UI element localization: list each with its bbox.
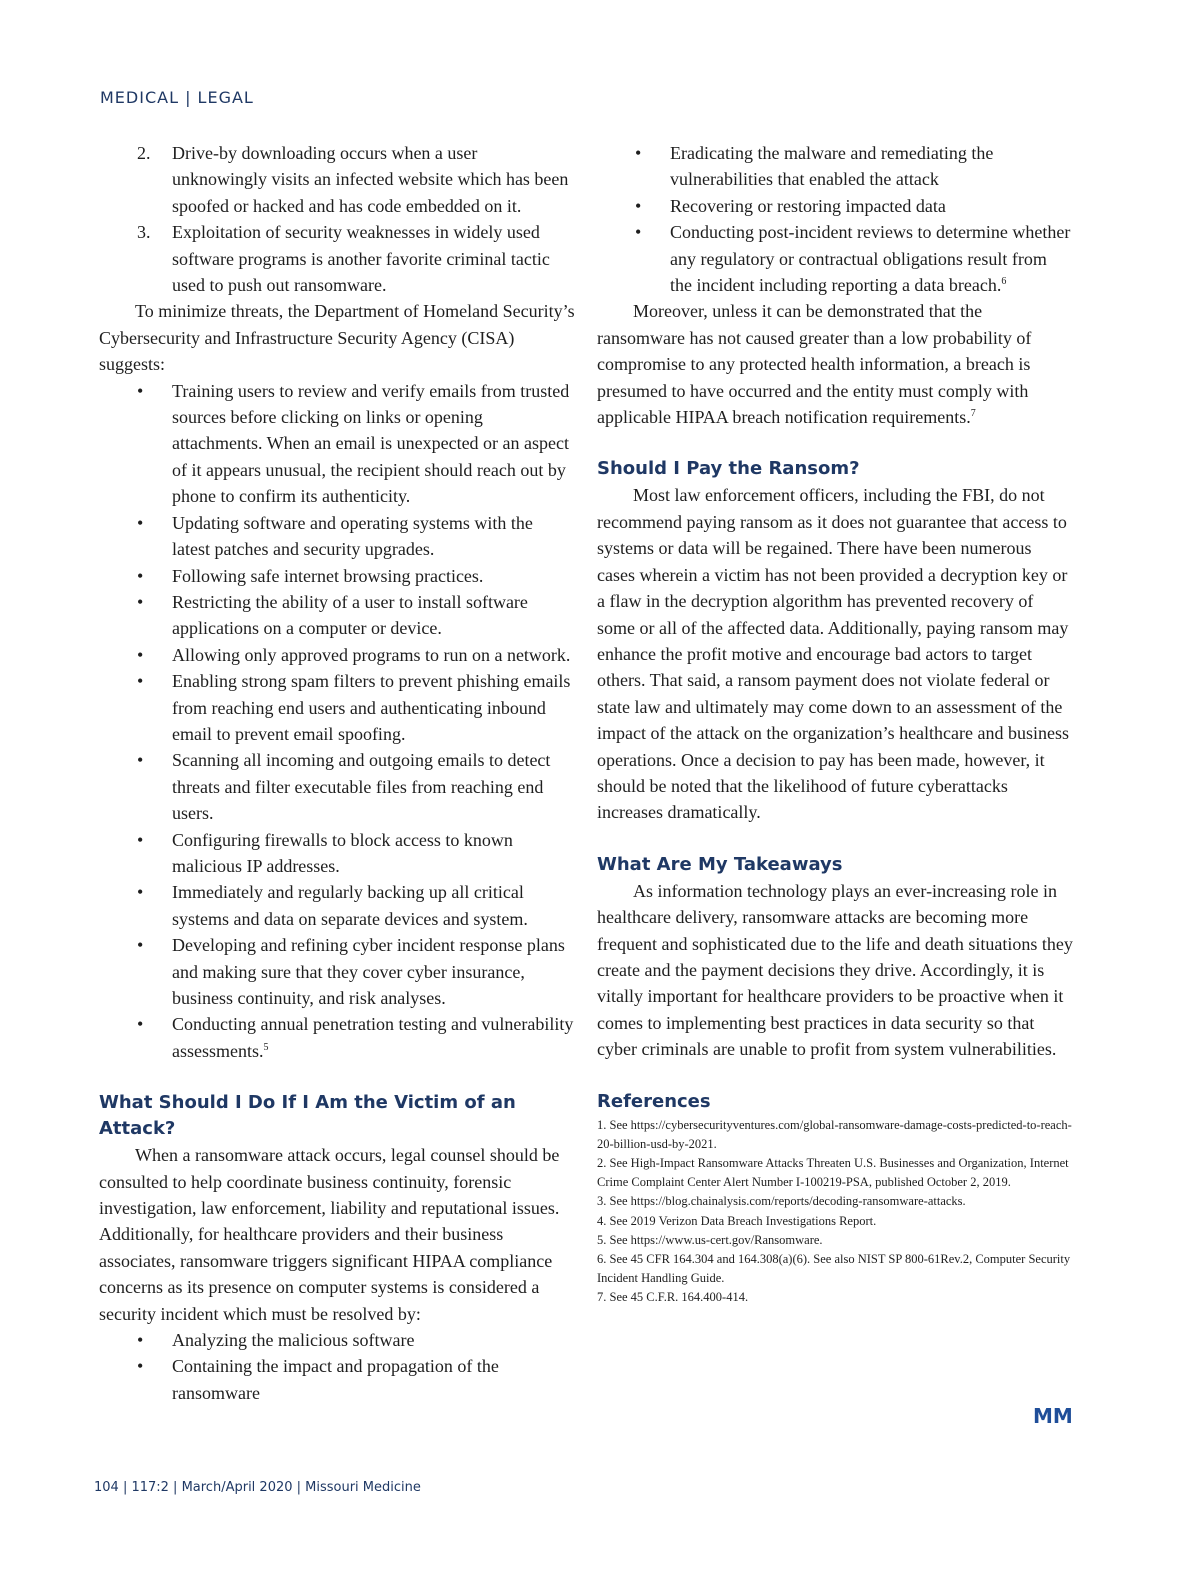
reference-item: 2. See High-Impact Ransomware Attacks Threaten U.S. Businesses and Organization, Internet Crime Complaint Center Alert Number I-100219-PSA, published October 2, 2019.: [597, 1156, 1069, 1190]
bullet-icon: •: [137, 380, 144, 401]
ransom-heading: Should I Pay the Ransom?: [597, 458, 860, 480]
bullet-icon: •: [137, 1330, 144, 1351]
list-item: • Immediately and regularly backing up all critical systems and data on separate devices and system.: [99, 879, 575, 932]
bullet-icon: •: [137, 750, 144, 771]
footnote-ref: 6: [1001, 276, 1007, 288]
takeaways-paragraph: As information technology plays an ever-increasing role in healthcare delivery, ransomware attacks are becoming more frequent and sophisticated due to the life and death situations they create and the payment decisions they drive. Accordingly, it is vitally important for healthcare providers to be proactive when it comes to implementing best practices in data security so that cyber criminals are unable to profit from system vulnerabilities.: [597, 880, 1073, 1060]
footnote-ref: 7: [970, 408, 976, 420]
list-item: • Conducting post-incident reviews to determine whether any regulatory or contractual obligations result from the incident including reporting a data breach.$^6$: [597, 219, 1073, 298]
bullet-icon: •: [137, 565, 144, 586]
list-item: • Allowing only approved programs to run on a network.: [99, 642, 575, 668]
list-item: • Analyzing the malicious software: [99, 1327, 575, 1353]
section-label: MEDICAL | LEGAL: [100, 88, 254, 107]
list-item: • Updating software and operating systems with the latest patches and security upgrades.: [99, 510, 575, 563]
reference-item: 5. See https://www.us-cert.gov/Ransomware.: [597, 1232, 823, 1247]
list-item: • Restricting the ability of a user to install software applications on a computer or device.: [99, 589, 575, 642]
list-item: • Following safe internet browsing practices.: [99, 563, 575, 589]
bullet-icon: •: [635, 222, 642, 243]
reference-item: 3. See https://blog.chainalysis.com/reports/decoding-ransomware-attacks.: [597, 1194, 966, 1209]
reference-item: 1. See https://cybersecurityventures.com/global-ransomware-damage-costs-predicted-to-reach-20-billion-usd-by-2021.: [597, 1117, 1072, 1151]
footnote-ref: 5: [263, 1041, 269, 1053]
list-item: • Conducting annual penetration testing and vulnerability assessments.$^5$: [99, 1011, 575, 1064]
bullet-icon: •: [137, 644, 144, 665]
list-item: • Configuring firewalls to block access to known malicious IP addresses.: [99, 827, 575, 880]
takeaways-heading: What Are My Takeaways: [597, 853, 843, 875]
bullet-icon: •: [137, 882, 144, 903]
list-item: • Enabling strong spam filters to prevent phishing emails from reaching end users and authenticating inbound email to prevent email spoofing.: [99, 668, 575, 747]
bullet-icon: •: [137, 512, 144, 533]
references-heading: References: [597, 1090, 711, 1112]
cisa-intro-paragraph: To minimize threats, the Department of Homeland Security’s Cybersecurity and Infrastructure Security Agency (CISA) suggests:: [99, 301, 575, 375]
numbered-item: [99, 219, 575, 298]
victim-bullet-list: [99, 1327, 575, 1406]
bullet-icon: •: [137, 829, 144, 850]
left-column: [99, 140, 575, 1406]
cisa-bullet-list: [99, 378, 575, 1065]
missouri-medicine-logo: MM: [1033, 1404, 1073, 1428]
list-item: • Training users to review and verify emails from trusted sources before clicking on links or opening attachments. When an email is unexpected or an aspect of it appears unusual, the recipient should reach out by phone to confirm its authenticity.: [99, 378, 575, 510]
list-item: • Developing and refining cyber incident response plans and making sure that they cover cyber insurance, business continuity, and risk analyses.: [99, 932, 575, 1011]
reference-item: 4. See 2019 Verizon Data Breach Investigations Report.: [597, 1213, 877, 1228]
references-list: [597, 1116, 1073, 1308]
list-item: • Scanning all incoming and outgoing emails to detect threats and filter executable files from reaching end users.: [99, 747, 575, 826]
victim-paragraph: When a ransomware attack occurs, legal counsel should be consulted to help coordinate business continuity, forensic investigation, law enforcement, liability and reputational issues. Additionally, for healthcare providers and their business associates, ransomware triggers significant HIPAA compliance concerns as its presence on computer systems is considered a security incident which must be resolved by:: [99, 1145, 560, 1324]
bullet-icon: •: [137, 935, 144, 956]
item-number: 2.: [137, 143, 151, 163]
numbered-list: [99, 140, 575, 298]
bullet-icon: •: [635, 195, 642, 216]
resolution-bullet-list: [597, 140, 1073, 298]
right-column: [597, 140, 1073, 1308]
page-footer: 104 | 117:2 | March/April 2020 | Missouri Medicine: [94, 1480, 421, 1495]
victim-heading: What Should I Do If I Am the Victim of an Attack?: [99, 1092, 516, 1140]
numbered-item: [99, 140, 575, 219]
list-item: • Containing the impact and propagation of the ransomware: [99, 1353, 575, 1406]
reference-item: 6. See 45 CFR 164.304 and 164.308(a)(6). See also NIST SP 800-61Rev.2, Computer Security Incident Handling Guide.: [597, 1252, 1071, 1286]
list-item: • Eradicating the malware and remediating the vulnerabilities that enabled the attack: [597, 140, 1073, 193]
bullet-icon: •: [137, 1356, 144, 1377]
bullet-icon: •: [137, 591, 144, 612]
hipaa-paragraph: Moreover, unless it can be demonstrated that the ransomware has not caused greater than a low probability of compromise to any protected health information, a breach is presumed to have occurred and the entity must comply with applicable HIPAA breach notification requirements.$^7$: [597, 301, 1032, 428]
item-text: Exploitation of security weaknesses in widely used software programs is another favorite criminal tactic used to push out ransomware.: [172, 222, 550, 296]
bullet-icon: •: [137, 1014, 144, 1035]
bullet-icon: •: [635, 143, 642, 163]
reference-item: 7. See 45 C.F.R. 164.400-414.: [597, 1290, 749, 1305]
ransom-paragraph: Most law enforcement officers, including the FBI, do not recommend paying ransom as it does not guarantee that access to systems or data will be regained. There have been numerous cases wherein a victim has not been provided a decryption key or a flaw in the decryption algorithm has prevented recovery of some or all of the affected data. Additionally, paying ransom may enhance the profit motive and encourage bad actors to target others. That said, a ransom payment does not violate federal or state law and ultimately may come down to an assessment of the impact of the attack on the organization’s healthcare and business operations. Once a decision to pay has been made, however, it should be noted that the likelihood of future cyberattacks increases dramatically.: [597, 485, 1070, 823]
bullet-icon: •: [137, 671, 144, 692]
item-number: 3.: [137, 222, 151, 243]
list-item: • Recovering or restoring impacted data: [597, 193, 1073, 219]
item-text: Drive-by downloading occurs when a user unknowingly visits an infected website which has been spoofed or hacked and has code embedded on it.: [172, 143, 569, 216]
